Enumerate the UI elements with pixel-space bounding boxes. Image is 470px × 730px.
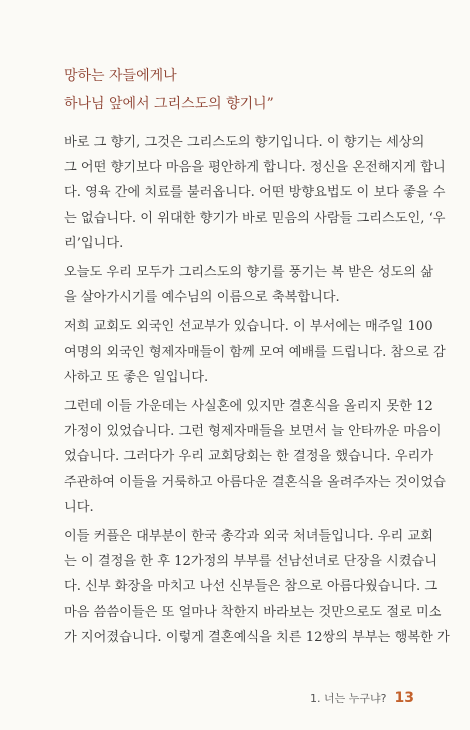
- paragraph: [64, 260, 433, 310]
- text-line: 그런데 이들 가운데는 사실혼에 있지만 결혼식을 올리지 못한 12: [64, 399, 433, 415]
- quote-line: 망하는 자들에게나: [64, 68, 177, 84]
- text-line: 사하고 또 좋은 일입니다.: [64, 369, 209, 385]
- scripture-quote: [64, 62, 274, 118]
- chapter-title: 1. 너는 누구냐?: [310, 692, 387, 705]
- text-line: 그 어떤 향기보다 마음을 평안하게 합니다. 정신을 온전해지게 합니: [64, 160, 446, 176]
- text-line: 저희 교회도 외국인 선교부가 있습니다. 이 부서에는 매주일 100: [64, 319, 433, 335]
- text-line: 었습니다. 그러다가 우리 교회당회는 한 결정을 했습니다. 우리가: [64, 449, 433, 465]
- text-line: 이들 커플은 대부분이 한국 총각과 외국 처녀들입니다. 우리 교회: [64, 529, 433, 545]
- text-line: 마음 씀씀이들은 또 얼마나 착한지 바라보는 것만으로도 절로 미소: [64, 604, 442, 620]
- paragraph: [64, 524, 450, 650]
- text-line: 주관하여 이들을 거룩하고 아름다운 결혼식을 올려주자는 것이었습: [64, 474, 446, 490]
- text-line: 다. 신부 화장을 마치고 나선 신부들은 참으로 아름다웠습니다. 그: [64, 579, 438, 595]
- text-line: 는 없습니다. 이 위대한 향기가 바로 믿음의 사람들 그리스도인, ‘우: [64, 210, 446, 226]
- text-line: 오늘도 우리 모두가 그리스도의 향기를 풍기는 복 받은 성도의 삶: [64, 265, 433, 281]
- text-line: 리’입니다.: [64, 235, 124, 251]
- text-line: 가정이 있었습니다. 그런 형제자매들을 보면서 늘 안타까운 마음이: [64, 424, 442, 440]
- text-line: 는 이 결정을 한 후 12가정의 부부를 선남선녀로 단장을 시켰습니: [64, 554, 437, 570]
- text-line: 여명의 외국인 형제자매들이 함께 모여 예배를 드립니다. 참으로 감: [64, 344, 446, 360]
- text-line: 바로 그 향기, 그것은 그리스도의 향기입니다. 이 향기는 세상의: [64, 135, 425, 150]
- paragraph: [64, 394, 446, 520]
- text-line: 다. 영육 간에 치료를 불러옵니다. 어떤 방향요법도 이 보다 좋을 수: [64, 185, 446, 201]
- text-line: 니다.: [64, 499, 94, 515]
- paragraph: [64, 130, 446, 256]
- page-footer: [310, 690, 414, 706]
- paragraph: [64, 314, 446, 390]
- quote-line: 하나님 앞에서 그리스도의 향기니”: [64, 96, 274, 112]
- text-line: 을 살아가시기를 예수님의 이름으로 축복합니다.: [64, 290, 340, 306]
- text-line: 가 지어졌습니다. 이렇게 결혼예식을 치른 12쌍의 부부는 행복한 가: [64, 629, 450, 645]
- page-number: 13: [394, 690, 414, 706]
- body-text: [64, 130, 450, 654]
